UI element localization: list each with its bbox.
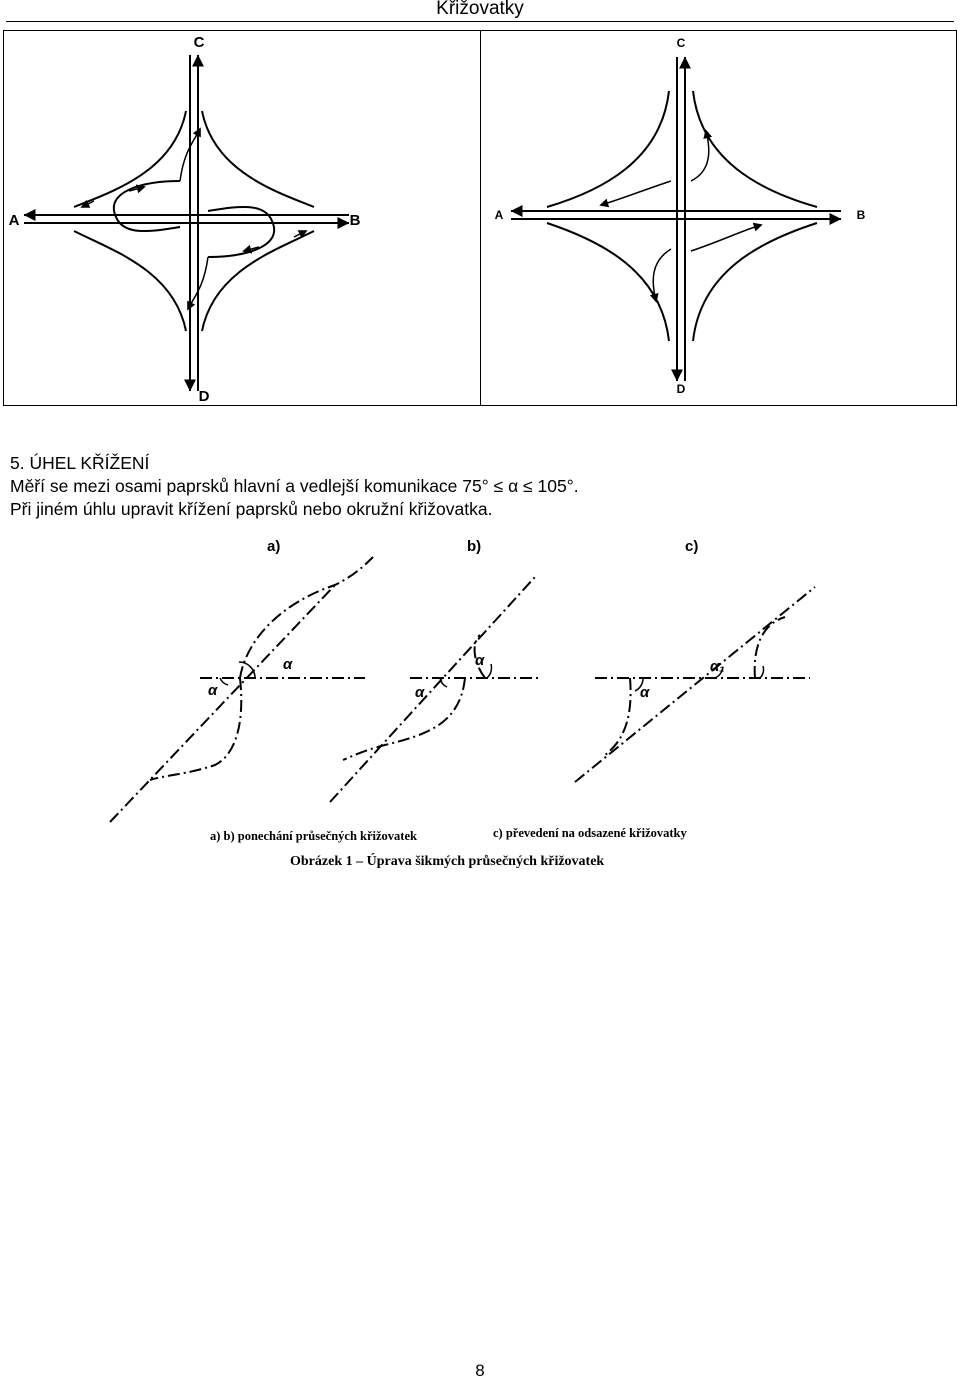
panel-c-angle-lower: α	[640, 684, 650, 701]
ramp-se	[202, 231, 314, 331]
header-rule	[6, 21, 954, 22]
section-line-2: Při jiném úhlu upravit křížení paprsků nebo okružní křižovatka.	[10, 499, 493, 519]
panel-a-upper-curve	[240, 557, 373, 678]
ramp-se	[693, 223, 817, 341]
panel-b-skew-axis	[330, 577, 535, 802]
directional-svg	[481, 31, 956, 405]
page-number: 8	[475, 1361, 485, 1380]
panel-a-angle-lower: α	[208, 682, 218, 699]
page-header-title: Křižovatky	[436, 0, 524, 19]
cloverleaf-label-d: D	[198, 388, 210, 405]
ramp-nw	[547, 91, 669, 207]
ramp-sw	[547, 223, 669, 341]
panel-c-upper-curve	[755, 617, 785, 678]
cloverleaf-svg	[4, 31, 480, 405]
directional-label-c: C	[676, 36, 686, 50]
section-text	[10, 452, 955, 521]
skew-figure-svg	[95, 525, 830, 893]
section-line-1: Měří se mezi osami paprsků hlavní a vedlejší komunikace 75° ≤ α ≤ 105°.	[10, 476, 579, 496]
directional-label-b: B	[856, 208, 866, 222]
panel-label-b: b)	[467, 538, 482, 555]
panel-b-angle-lower: α	[415, 684, 425, 701]
cloverleaf-label-b: B	[349, 212, 361, 229]
directional-label-a: A	[494, 208, 504, 222]
figure-title: Obrázek 1 – Úprava šikmých průsečných křižovatek	[290, 854, 605, 869]
ramp-ne	[202, 111, 314, 207]
directional-diagram	[481, 31, 956, 405]
panel-c-lower-curve	[605, 678, 631, 755]
ramp-sw	[74, 231, 186, 331]
panel-label-a: a)	[267, 538, 281, 555]
panel-a-angle-upper: α	[283, 656, 293, 673]
cloverleaf-diagram	[4, 31, 480, 405]
panel-label-c: c)	[685, 538, 699, 555]
panel-c-angle-upper: α₁	[710, 658, 725, 675]
ramp-nw	[74, 111, 186, 207]
ramp-ne	[693, 91, 817, 207]
panel-c-skew-axis	[575, 587, 815, 782]
cloverleaf-label-a: A	[8, 212, 20, 229]
panel-b-lower-curve	[343, 678, 465, 760]
section-heading: 5. ÚHEL KŘÍŽENÍ	[10, 453, 150, 473]
interchange-diagrams	[3, 30, 957, 406]
cloverleaf-label-c: C	[193, 34, 205, 51]
caption-ab: a) b) ponechání průsečných křižovatek	[210, 829, 417, 843]
panel-b-angle-upper: α	[475, 652, 485, 669]
panel-a-lower-curve	[150, 678, 241, 780]
panel-a-skew-axis	[110, 585, 335, 822]
caption-c: c) převedení na odsazené křižovatky	[493, 826, 687, 840]
skew-intersection-figure	[95, 525, 830, 893]
directional-label-d: D	[676, 382, 686, 396]
